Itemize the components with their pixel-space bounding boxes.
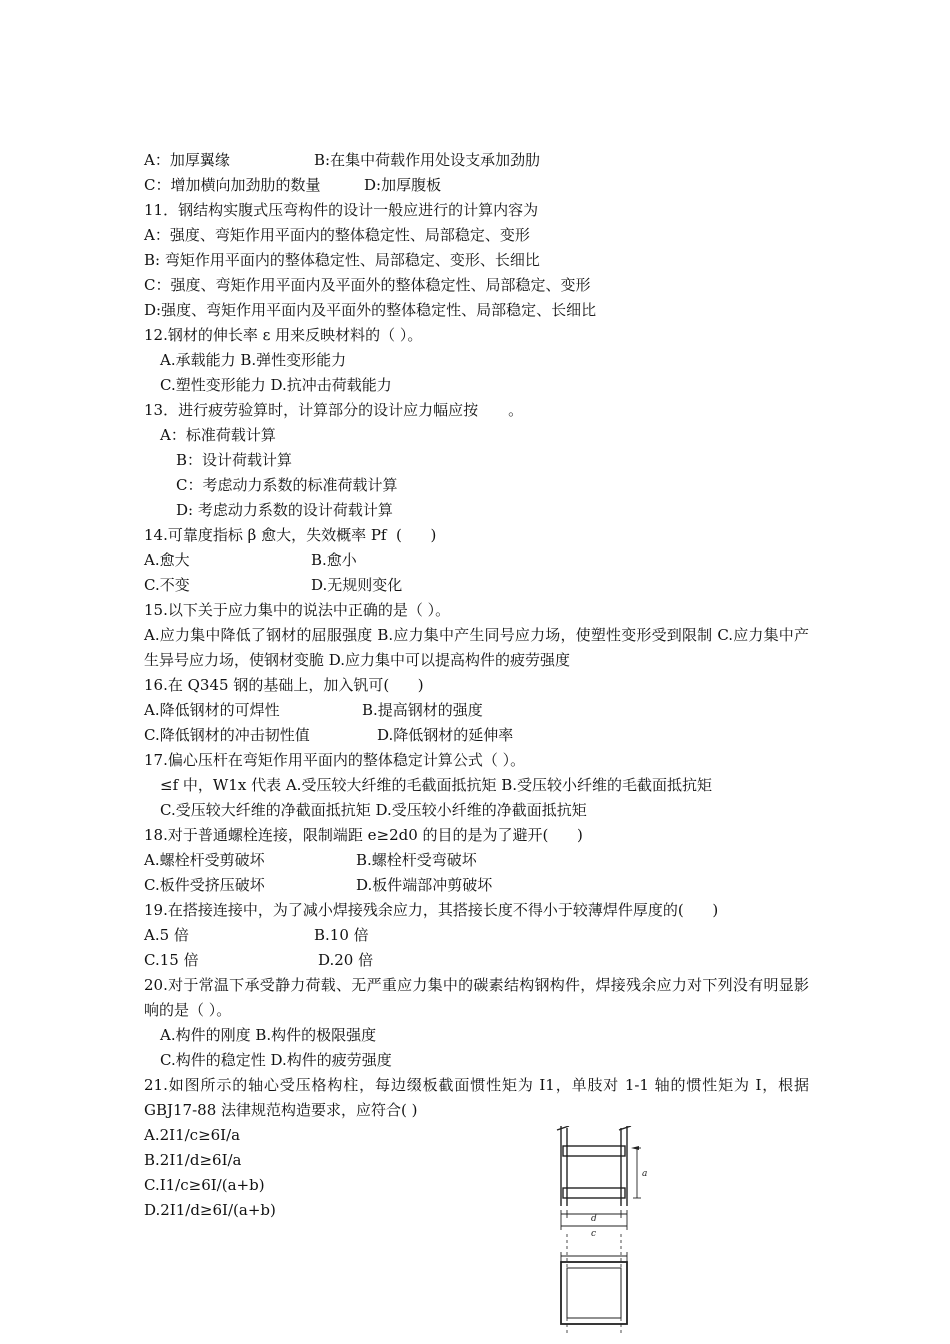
q10-option-a: A：加厚翼缘: [144, 151, 230, 169]
q16-option-b: B.提高钢材的强度: [362, 701, 483, 719]
question-11: 11．钢结构实腹式压弯构件的设计一般应进行的计算内容为: [144, 201, 539, 219]
q14-option-a: A.愈大: [144, 551, 190, 569]
lattice-column-figure: [545, 1126, 660, 1336]
q19-option-c: C.15 倍: [144, 951, 199, 969]
question-18: 18.对于普通螺栓连接，限制端距 e≥2d0 的目的是为了避开( ): [144, 826, 583, 844]
question-16: 16.在 Q345 钢的基础上，加入钒可( ): [144, 676, 424, 694]
figure-label-d: d: [591, 1214, 597, 1224]
q19-options-cd: [144, 948, 374, 973]
question-15: 15.以下关于应力集中的说法中正确的是（ ）。: [144, 601, 451, 619]
q12-options-cd: C.塑性变形能力 D.抗冲击荷载能力: [160, 376, 392, 394]
q21-option-c: C.I1/c≥6I/(a+b): [144, 1176, 265, 1194]
q10-option-b: B:在集中荷载作用处设支承加劲肋: [314, 151, 541, 169]
q18-options-ab: [144, 848, 477, 873]
q11-option-a: A：强度、弯矩作用平面内的整体稳定性、局部稳定、变形: [144, 226, 530, 244]
question-20: 20.对于常温下承受静力荷载、无严重应力集中的碳素结构钢构件，焊接残余应力对下列没有明显影响的是（ ）。: [144, 976, 809, 1019]
q20-options-ab: A.构件的刚度 B.构件的极限强度: [160, 1026, 377, 1044]
q14-options-ab: [144, 548, 357, 573]
q13-option-b: B：设计荷载计算: [176, 451, 293, 469]
q18-option-c: C.板件受挤压破坏: [144, 876, 265, 894]
q14-option-c: C.不变: [144, 576, 190, 594]
q11-option-c: C：强度、弯矩作用平面内及平面外的整体稳定性、局部稳定、变形: [144, 276, 591, 294]
q16-option-c: C.降低钢材的冲击韧性值: [144, 726, 310, 744]
question-21: 21.如图所示的轴心受压格构柱，每边缀板截面惯性矩为 I1，单肢对 1-1 轴的惯性矩为 I，根据 GBJ17-88 法律规范构造要求，应符合( ): [144, 1076, 809, 1119]
q13-option-a: A：标准荷载计算: [160, 426, 276, 444]
q14-option-b: B.愈小: [311, 551, 357, 569]
q11-option-d: D:强度、弯矩作用平面内及平面外的整体稳定性、局部稳定、长细比: [144, 301, 597, 319]
q12-options-ab: A.承载能力 B.弹性变形能力: [160, 351, 347, 369]
question-13: 13．进行疲劳验算时，计算部分的设计应力幅应按 。: [144, 401, 524, 419]
q14-option-d: D.无规则变化: [311, 576, 403, 594]
q13-option-c: C：考虑动力系数的标准荷载计算: [176, 476, 398, 494]
question-14: 14.可靠度指标 β 愈大，失效概率 Pf ( ): [144, 526, 437, 544]
q10-option-d: D:加厚腹板: [364, 176, 442, 194]
q18-options-cd: [144, 873, 493, 898]
q21-option-d: D.2I1/d≥6I/(a+b): [144, 1201, 276, 1219]
q21-option-b: B.2I1/d≥6I/a: [144, 1151, 242, 1169]
q14-options-cd: [144, 573, 403, 598]
q15-options: A.应力集中降低了钢材的屈服强度 B.应力集中产生同号应力场，使塑性变形受到限制 C.应力集中产生异号应力场，使钢材变脆 D.应力集中可以提高构件的疲劳强度: [144, 626, 809, 669]
q21-option-a: A.2I1/c≥6I/a: [144, 1126, 241, 1144]
figure-label-c: c: [591, 1229, 597, 1239]
q20-options-cd: C.构件的稳定性 D.构件的疲劳强度: [160, 1051, 392, 1069]
q19-option-d: D.20 倍: [318, 951, 374, 969]
question-17: 17.偏心压杆在弯矩作用平面内的整体稳定计算公式（ ）。: [144, 751, 526, 769]
q16-option-d: D.降低钢材的延伸率: [377, 726, 514, 744]
q10-options-ab: [144, 148, 541, 173]
question-19: 19.在搭接连接中，为了减小焊接残余应力，其搭接长度不得小于较薄焊件厚度的( ): [144, 901, 719, 919]
q10-options-cd: [144, 173, 442, 198]
q17-options-cd: C.受压较大纤维的净截面抵抗矩 D.受压较小纤维的净截面抵抗矩: [160, 801, 587, 819]
q19-option-b: B.10 倍: [314, 926, 369, 944]
q10-option-c: C：增加横向加劲肋的数量: [144, 176, 321, 194]
q16-option-a: A.降低钢材的可焊性: [144, 701, 280, 719]
q19-option-a: A.5 倍: [144, 926, 189, 944]
figure-label-a: a: [642, 1169, 648, 1179]
question-12: 12.钢材的伸长率 ε 用来反映材料的（ ）。: [144, 326, 423, 344]
q17-options-ab: ≤f 中，W1x 代表 A.受压较大纤维的毛截面抵抗矩 B.受压较小纤维的毛截面抵抗矩: [160, 776, 713, 794]
q18-option-b: B.螺栓杆受弯破坏: [356, 851, 477, 869]
q11-option-b: B: 弯矩作用平面内的整体稳定性、局部稳定、变形、长细比: [144, 251, 540, 269]
q18-option-d: D.板件端部冲剪破坏: [356, 876, 493, 894]
q16-options-ab: [144, 698, 483, 723]
q13-option-d: D: 考虑动力系数的设计荷载计算: [176, 501, 393, 519]
q19-options-ab: [144, 923, 369, 948]
q18-option-a: A.螺栓杆受剪破坏: [144, 851, 265, 869]
q16-options-cd: [144, 723, 514, 748]
